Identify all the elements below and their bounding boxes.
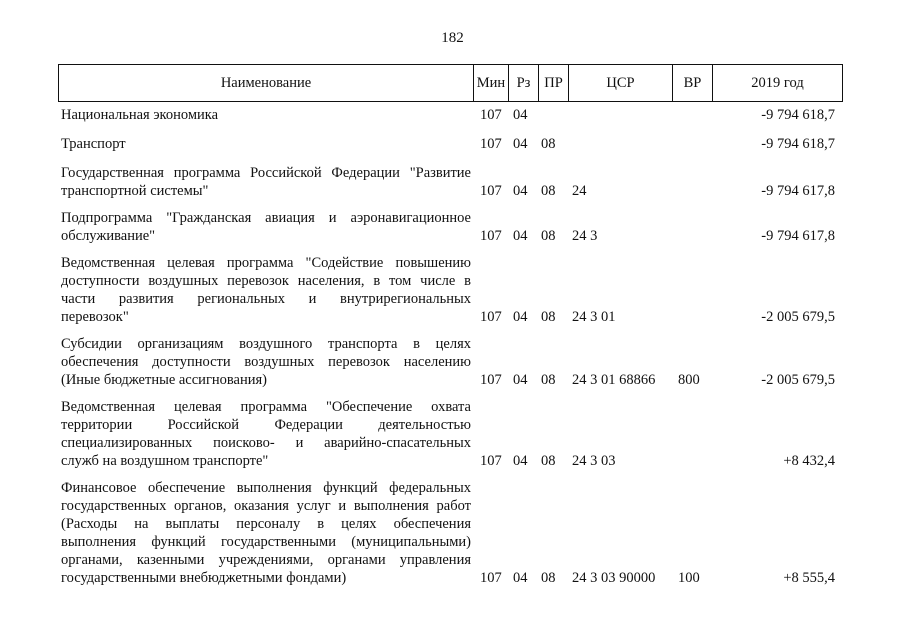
row-name-line: (Расходы на выплаты персоналу в целях обеспечения xyxy=(61,516,471,532)
row-name xyxy=(61,398,471,470)
row-min: 107 xyxy=(480,570,502,586)
row-min: 107 xyxy=(480,228,502,244)
header-pr: ПР xyxy=(539,65,569,102)
row-min: 107 xyxy=(480,136,502,152)
row-pr: 08 xyxy=(541,228,556,244)
row-min: 107 xyxy=(480,372,502,388)
row-amount: +8 555,4 xyxy=(783,570,835,586)
row-name-line: выполнения функций государственными (муниципальными) xyxy=(61,534,471,550)
row-name xyxy=(61,254,471,326)
row-amount: -2 005 679,5 xyxy=(761,309,835,325)
row-name-line: Транспорт xyxy=(61,136,126,152)
row-min: 107 xyxy=(480,183,502,199)
row-name-line: перевозок" xyxy=(61,309,129,325)
row-name-line: Ведомственная целевая программа "Обеспечение охвата xyxy=(61,399,471,415)
header-rz: Рз xyxy=(509,65,539,102)
row-name-line: обеспечения доступности воздушных перевозок населению xyxy=(61,354,471,370)
row-pr: 08 xyxy=(541,372,556,388)
row-csr: 24 3 01 xyxy=(572,309,616,325)
row-pr: 08 xyxy=(541,453,556,469)
row-amount: -2 005 679,5 xyxy=(761,372,835,388)
row-name xyxy=(61,209,471,245)
row-name-line: обслуживание" xyxy=(61,228,156,244)
table-row xyxy=(0,335,905,389)
row-rz: 04 xyxy=(513,136,528,152)
row-rz: 04 xyxy=(513,183,528,199)
row-name-line: (Иные бюджетные ассигнования) xyxy=(61,372,268,388)
row-rz: 04 xyxy=(513,309,528,325)
row-name-line: государственных органов, оказания услуг и выполнения работ xyxy=(61,498,471,514)
row-pr: 08 xyxy=(541,136,556,152)
row-rz: 04 xyxy=(513,107,528,123)
row-amount: -9 794 617,8 xyxy=(761,228,835,244)
row-pr: 08 xyxy=(541,309,556,325)
row-rz: 04 xyxy=(513,228,528,244)
row-rz: 04 xyxy=(513,570,528,586)
row-name xyxy=(61,479,471,587)
row-name xyxy=(61,106,471,124)
row-name-line: специализированных поисково- и аварийно-спасательных xyxy=(61,435,471,451)
row-name-line: Национальная экономика xyxy=(61,107,219,123)
header-csr: ЦСР xyxy=(569,65,673,102)
row-pr: 08 xyxy=(541,183,556,199)
row-amount: -9 794 618,7 xyxy=(761,136,835,152)
table-row xyxy=(0,209,905,245)
row-name-line: государственными внебюджетными фондами) xyxy=(61,570,347,586)
row-min: 107 xyxy=(480,453,502,469)
row-name xyxy=(61,164,471,200)
row-name-line: Субсидии организациям воздушного транспорта в целях xyxy=(61,336,471,352)
row-name-line: части развития региональных и внутрирегиональных xyxy=(61,291,471,307)
table-row xyxy=(0,254,905,326)
row-vr: 800 xyxy=(678,372,700,388)
row-name-line: служб на воздушном транспорте" xyxy=(61,453,269,469)
row-amount: -9 794 617,8 xyxy=(761,183,835,199)
row-pr: 08 xyxy=(541,570,556,586)
table-row xyxy=(0,106,905,124)
row-name xyxy=(61,135,471,153)
row-name-line: Подпрограмма "Гражданская авиация и аэронавигационное xyxy=(61,210,471,226)
page-number: 182 xyxy=(441,30,464,46)
header-min: Мин xyxy=(474,65,509,102)
header-name: Наименование xyxy=(59,65,474,102)
row-rz: 04 xyxy=(513,453,528,469)
row-name xyxy=(61,335,471,389)
header-vr: ВР xyxy=(673,65,713,102)
row-amount: -9 794 618,7 xyxy=(761,107,835,123)
row-name-line: органами, казенными учреждениями, органами управления xyxy=(61,552,471,568)
row-min: 107 xyxy=(480,107,502,123)
row-name-line: транспортной системы" xyxy=(61,183,209,199)
table-row xyxy=(0,164,905,200)
table-row xyxy=(0,479,905,587)
table-row xyxy=(0,398,905,470)
row-min: 107 xyxy=(480,309,502,325)
row-name-line: доступности воздушных перевозок населения, в том числе в xyxy=(61,273,471,289)
header-year: 2019 год xyxy=(713,65,843,102)
row-name-line: Финансовое обеспечение выполнения функций федеральных xyxy=(61,480,471,496)
row-csr: 24 3 xyxy=(572,228,598,244)
row-csr: 24 3 01 68866 xyxy=(572,372,656,388)
row-name-line: Государственная программа Российской Федерации "Развитие xyxy=(61,165,471,181)
row-vr: 100 xyxy=(678,570,700,586)
row-csr: 24 3 03 xyxy=(572,453,616,469)
table-row xyxy=(0,135,905,153)
row-name-line: Ведомственная целевая программа "Содействие повышению xyxy=(61,255,471,271)
row-csr: 24 3 03 90000 xyxy=(572,570,656,586)
row-amount: +8 432,4 xyxy=(783,453,835,469)
row-name-line: территории Российской Федерации деятельностью xyxy=(61,417,471,433)
row-rz: 04 xyxy=(513,372,528,388)
row-csr: 24 xyxy=(572,183,587,199)
